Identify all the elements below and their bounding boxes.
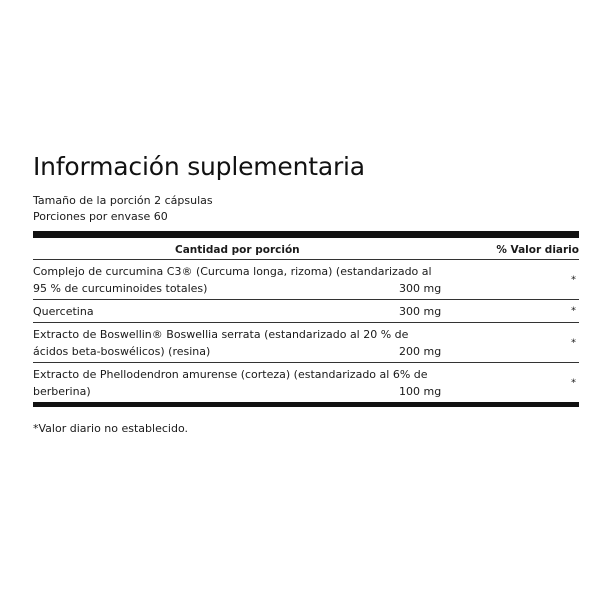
table-row bbox=[33, 323, 579, 363]
ingredient-amount: 100 mg bbox=[399, 385, 442, 398]
daily-value-marker: * bbox=[571, 377, 576, 388]
ingredient-name: Extracto de Phellodendron amurense (corteza) (estandarizado al 6% de berberina) bbox=[33, 368, 428, 398]
daily-value-header: % Valor diario bbox=[496, 244, 579, 256]
servings-per-container: Porciones por envase 60 bbox=[33, 210, 168, 223]
footnote: *Valor diario no establecido. bbox=[33, 422, 188, 435]
ingredient-name: Complejo de curcumina C3® (Curcuma longa, rizoma) (estandarizado al 95 % de curcuminoides totales) bbox=[33, 265, 432, 295]
daily-value-marker: * bbox=[571, 274, 576, 285]
table-row bbox=[33, 300, 579, 323]
ingredient-amount: 300 mg bbox=[399, 282, 442, 295]
table-row bbox=[33, 260, 579, 300]
ingredient-name: Extracto de Boswellin® Boswellia serrata (estandarizado al 20 % de ácidos beta-boswélicos) (resina) bbox=[33, 328, 409, 358]
ingredient-amount: 200 mg bbox=[399, 345, 442, 358]
top-thick-divider bbox=[33, 231, 579, 238]
ingredient-name: Quercetina bbox=[33, 305, 94, 318]
table-row bbox=[33, 363, 579, 402]
ingredient-amount: 300 mg bbox=[399, 305, 442, 318]
daily-value-marker: * bbox=[571, 305, 576, 317]
bottom-thick-divider bbox=[33, 402, 579, 407]
panel-title: Información suplementaria bbox=[33, 152, 365, 181]
daily-value-marker: * bbox=[571, 337, 576, 348]
serving-size: Tamaño de la porción 2 cápsulas bbox=[33, 194, 213, 207]
amount-per-serving-header: Cantidad por porción bbox=[175, 244, 300, 256]
table-header bbox=[33, 238, 579, 259]
supplement-facts-panel bbox=[33, 150, 579, 437]
